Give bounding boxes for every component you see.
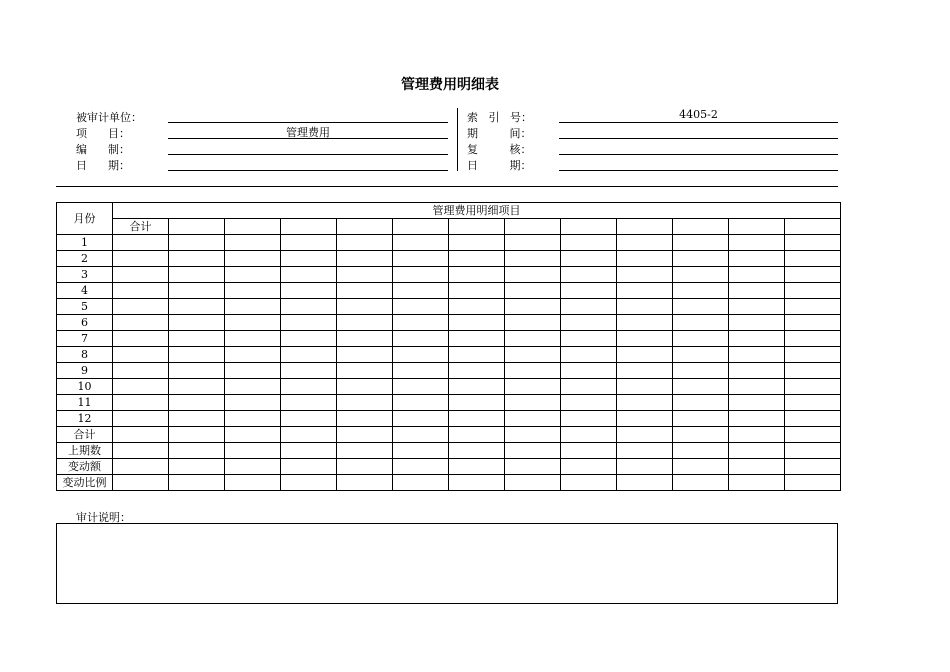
table-cell[interactable] [337, 395, 393, 411]
table-cell[interactable] [505, 475, 561, 491]
table-cell[interactable] [449, 379, 505, 395]
table-cell[interactable] [393, 379, 449, 395]
table-cell[interactable] [617, 283, 673, 299]
table-row [57, 459, 841, 475]
table-cell[interactable] [561, 283, 617, 299]
table-cell[interactable] [225, 379, 281, 395]
table-row [57, 443, 841, 459]
table-cell[interactable] [729, 427, 785, 443]
table-cell[interactable] [337, 283, 393, 299]
table-cell[interactable] [337, 235, 393, 251]
table-cell[interactable] [281, 459, 337, 475]
table-cell[interactable] [169, 475, 225, 491]
table-cell[interactable] [617, 315, 673, 331]
table-cell[interactable] [561, 459, 617, 475]
table-cell[interactable] [785, 299, 841, 315]
table-cell[interactable] [225, 235, 281, 251]
table-cell[interactable] [505, 331, 561, 347]
detail-item-header-cell[interactable] [449, 219, 505, 235]
table-cell[interactable] [505, 427, 561, 443]
table-cell[interactable] [169, 267, 225, 283]
table-cell[interactable] [729, 395, 785, 411]
table-cell[interactable] [393, 315, 449, 331]
table-cell[interactable] [169, 411, 225, 427]
table-cell[interactable] [281, 363, 337, 379]
header-divider [457, 108, 458, 171]
date-label-left: 日 期： [76, 159, 130, 172]
table-cell[interactable] [393, 395, 449, 411]
table-cell[interactable] [785, 459, 841, 475]
table-cell[interactable] [169, 459, 225, 475]
table-cell[interactable] [169, 251, 225, 267]
table-cell[interactable] [729, 411, 785, 427]
table-row [57, 379, 841, 395]
table-cell[interactable] [785, 427, 841, 443]
table-cell[interactable] [337, 363, 393, 379]
table-cell[interactable] [449, 363, 505, 379]
table-cell[interactable] [225, 283, 281, 299]
table-cell[interactable] [785, 251, 841, 267]
table-cell[interactable] [673, 315, 729, 331]
table-cell[interactable] [281, 283, 337, 299]
table-cell[interactable] [169, 235, 225, 251]
reviewer-label: 复 核： [467, 143, 532, 156]
table-cell[interactable] [281, 299, 337, 315]
table-cell[interactable] [617, 363, 673, 379]
table-cell[interactable] [561, 379, 617, 395]
table-cell[interactable] [505, 267, 561, 283]
table-cell[interactable] [673, 251, 729, 267]
table-cell[interactable] [281, 251, 337, 267]
item-label: 项 目： [76, 127, 130, 140]
table-cell[interactable] [337, 459, 393, 475]
table-cell[interactable] [169, 379, 225, 395]
table-cell[interactable] [225, 347, 281, 363]
index-underline [559, 122, 838, 123]
audit-note-box[interactable] [56, 523, 838, 604]
row-label: 变动额 [57, 459, 113, 475]
table-cell[interactable] [673, 427, 729, 443]
table-cell[interactable] [729, 347, 785, 363]
table-cell[interactable] [393, 235, 449, 251]
table-cell[interactable] [505, 459, 561, 475]
table-cell[interactable] [281, 475, 337, 491]
table-cell[interactable] [561, 331, 617, 347]
table-row [57, 251, 841, 267]
expense-detail-table [56, 202, 841, 491]
table-cell[interactable] [337, 379, 393, 395]
table-row [57, 299, 841, 315]
table-cell[interactable] [337, 331, 393, 347]
table-cell[interactable] [729, 299, 785, 315]
table-cell[interactable] [281, 411, 337, 427]
detail-item-header-cell[interactable] [169, 219, 225, 235]
table-cell[interactable] [225, 331, 281, 347]
row-label: 8 [57, 347, 113, 363]
table-row [57, 475, 841, 491]
table-cell[interactable] [561, 251, 617, 267]
table-cell[interactable] [561, 443, 617, 459]
table-cell[interactable] [393, 267, 449, 283]
period-label: 期 间： [467, 127, 532, 140]
table-cell[interactable] [561, 363, 617, 379]
table-cell[interactable] [225, 395, 281, 411]
table-cell[interactable] [617, 459, 673, 475]
table-cell[interactable] [113, 459, 169, 475]
table-cell[interactable] [393, 363, 449, 379]
table-row [57, 363, 841, 379]
table-cell[interactable] [561, 267, 617, 283]
table-cell[interactable] [337, 427, 393, 443]
table-cell[interactable] [729, 315, 785, 331]
detail-item-header-cell[interactable] [505, 219, 561, 235]
table-cell[interactable] [449, 395, 505, 411]
table-cell[interactable] [449, 251, 505, 267]
table-cell[interactable] [169, 283, 225, 299]
table-cell[interactable] [785, 283, 841, 299]
table-cell[interactable] [785, 235, 841, 251]
row-label: 6 [57, 315, 113, 331]
table-cell[interactable] [337, 443, 393, 459]
table-cell[interactable] [449, 283, 505, 299]
detail-item-header-cell[interactable] [393, 219, 449, 235]
index-field[interactable]: 4405-2 [679, 108, 718, 121]
table-cell[interactable] [785, 379, 841, 395]
table-header-row [57, 203, 841, 219]
table-cell[interactable] [225, 299, 281, 315]
table-cell[interactable] [113, 347, 169, 363]
table-cell[interactable] [505, 363, 561, 379]
table-cell[interactable] [673, 395, 729, 411]
table-cell[interactable] [505, 347, 561, 363]
table-cell[interactable] [617, 411, 673, 427]
table-cell[interactable] [113, 331, 169, 347]
table-cell[interactable] [169, 395, 225, 411]
table-cell[interactable] [449, 475, 505, 491]
detail-item-header-cell[interactable] [785, 219, 841, 235]
table-cell[interactable] [505, 315, 561, 331]
table-cell[interactable] [337, 411, 393, 427]
table-cell[interactable] [673, 283, 729, 299]
table-cell[interactable] [281, 395, 337, 411]
table-cell[interactable] [113, 315, 169, 331]
table-cell[interactable] [785, 411, 841, 427]
table-cell[interactable] [449, 443, 505, 459]
table-cell[interactable] [225, 363, 281, 379]
table-cell[interactable] [617, 395, 673, 411]
table-cell[interactable] [617, 299, 673, 315]
date-underline-left [168, 170, 448, 171]
table-cell[interactable] [169, 363, 225, 379]
table-cell[interactable] [113, 475, 169, 491]
table-cell[interactable] [673, 411, 729, 427]
index-label: 索 引 号： [467, 111, 532, 124]
table-cell[interactable] [337, 267, 393, 283]
date-underline-right [559, 170, 838, 171]
table-cell[interactable] [449, 427, 505, 443]
detail-item-header-cell[interactable] [729, 219, 785, 235]
table-row [57, 427, 841, 443]
detail-items-header: 管理费用明细项目 [113, 203, 841, 219]
table-row [57, 283, 841, 299]
table-cell[interactable] [113, 411, 169, 427]
table-cell[interactable] [785, 347, 841, 363]
table-cell[interactable] [617, 267, 673, 283]
table-cell[interactable] [673, 379, 729, 395]
table-cell[interactable] [561, 347, 617, 363]
detail-item-header-cell[interactable] [617, 219, 673, 235]
detail-item-header-cell[interactable] [225, 219, 281, 235]
table-cell[interactable] [393, 347, 449, 363]
table-cell[interactable] [225, 251, 281, 267]
table-cell[interactable] [281, 443, 337, 459]
table-cell[interactable] [505, 411, 561, 427]
table-cell[interactable] [729, 379, 785, 395]
table-cell[interactable] [617, 379, 673, 395]
table-row [57, 315, 841, 331]
table-cell[interactable] [505, 235, 561, 251]
table-cell[interactable] [169, 443, 225, 459]
table-cell[interactable] [505, 443, 561, 459]
table-cell[interactable] [729, 283, 785, 299]
row-label: 7 [57, 331, 113, 347]
preparer-label: 编 制： [76, 143, 130, 156]
row-label: 5 [57, 299, 113, 315]
period-underline [559, 138, 838, 139]
table-cell[interactable] [785, 475, 841, 491]
page-title: 管理费用明细表 [401, 77, 499, 93]
table-cell[interactable] [673, 363, 729, 379]
table-cell[interactable] [561, 475, 617, 491]
table-cell[interactable] [617, 251, 673, 267]
table-cell[interactable] [113, 427, 169, 443]
row-label: 12 [57, 411, 113, 427]
table-cell[interactable] [785, 443, 841, 459]
detail-item-header-cell[interactable] [673, 219, 729, 235]
table-cell[interactable] [561, 427, 617, 443]
table-cell[interactable] [169, 331, 225, 347]
row-label: 变动比例 [57, 475, 113, 491]
table-cell[interactable] [673, 299, 729, 315]
total-column-header: 合计 [113, 219, 169, 235]
table-subheader-row [57, 219, 841, 235]
table-cell[interactable] [113, 379, 169, 395]
auditee-underline [168, 122, 448, 123]
table-cell[interactable] [729, 251, 785, 267]
table-cell[interactable] [673, 443, 729, 459]
header-separator [56, 186, 838, 187]
table-cell[interactable] [281, 267, 337, 283]
table-cell[interactable] [393, 475, 449, 491]
table-cell[interactable] [673, 267, 729, 283]
table-cell[interactable] [393, 283, 449, 299]
row-label: 4 [57, 283, 113, 299]
row-label: 3 [57, 267, 113, 283]
table-cell[interactable] [729, 363, 785, 379]
table-cell[interactable] [505, 283, 561, 299]
table-cell[interactable] [169, 299, 225, 315]
table-cell[interactable] [169, 427, 225, 443]
date-label-right: 日 期： [467, 159, 532, 172]
table-cell[interactable] [785, 395, 841, 411]
table-row [57, 235, 841, 251]
table-cell[interactable] [729, 475, 785, 491]
table-cell[interactable] [225, 411, 281, 427]
table-cell[interactable] [337, 347, 393, 363]
table-cell[interactable] [505, 395, 561, 411]
table-cell[interactable] [561, 235, 617, 251]
table-cell[interactable] [281, 347, 337, 363]
table-cell[interactable] [393, 411, 449, 427]
table-cell[interactable] [393, 443, 449, 459]
table-cell[interactable] [113, 235, 169, 251]
table-cell[interactable] [113, 251, 169, 267]
table-cell[interactable] [393, 459, 449, 475]
reviewer-underline [559, 154, 838, 155]
table-cell[interactable] [169, 315, 225, 331]
table-cell[interactable] [505, 299, 561, 315]
table-cell[interactable] [225, 443, 281, 459]
table-cell[interactable] [113, 443, 169, 459]
table-row [57, 411, 841, 427]
audit-note-label: 审计说明： [76, 511, 131, 524]
table-cell[interactable] [785, 315, 841, 331]
detail-item-header-cell[interactable] [337, 219, 393, 235]
table-cell[interactable] [561, 299, 617, 315]
row-label: 1 [57, 235, 113, 251]
table-cell[interactable] [113, 283, 169, 299]
row-label: 上期数 [57, 443, 113, 459]
table-cell[interactable] [113, 299, 169, 315]
table-cell[interactable] [617, 347, 673, 363]
table-row [57, 267, 841, 283]
table-cell[interactable] [729, 267, 785, 283]
preparer-underline [168, 154, 448, 155]
table-cell[interactable] [225, 475, 281, 491]
table-cell[interactable] [617, 427, 673, 443]
table-cell[interactable] [449, 331, 505, 347]
table-cell[interactable] [337, 251, 393, 267]
table-cell[interactable] [785, 363, 841, 379]
table-cell[interactable] [113, 267, 169, 283]
table-cell[interactable] [729, 235, 785, 251]
table-cell[interactable] [225, 459, 281, 475]
table-cell[interactable] [225, 267, 281, 283]
table-cell[interactable] [617, 235, 673, 251]
table-cell[interactable] [561, 395, 617, 411]
detail-item-header-cell[interactable] [281, 219, 337, 235]
table-cell[interactable] [729, 443, 785, 459]
table-cell[interactable] [281, 379, 337, 395]
detail-item-header-cell[interactable] [561, 219, 617, 235]
table-cell[interactable] [617, 443, 673, 459]
table-cell[interactable] [337, 475, 393, 491]
table-row [57, 331, 841, 347]
table-cell[interactable] [281, 427, 337, 443]
table-cell[interactable] [449, 347, 505, 363]
table-cell[interactable] [449, 235, 505, 251]
table-cell[interactable] [617, 475, 673, 491]
row-label: 11 [57, 395, 113, 411]
table-cell[interactable] [449, 411, 505, 427]
row-label: 2 [57, 251, 113, 267]
table-cell[interactable] [505, 251, 561, 267]
table-cell[interactable] [561, 315, 617, 331]
item-field[interactable]: 管理费用 [286, 126, 330, 139]
table-cell[interactable] [281, 315, 337, 331]
table-cell[interactable] [561, 411, 617, 427]
table-cell[interactable] [449, 459, 505, 475]
row-label: 9 [57, 363, 113, 379]
table-cell[interactable] [449, 299, 505, 315]
table-cell[interactable] [785, 331, 841, 347]
table-cell[interactable] [393, 251, 449, 267]
table-row [57, 395, 841, 411]
table-cell[interactable] [169, 347, 225, 363]
table-cell[interactable] [393, 299, 449, 315]
month-header: 月份 [57, 203, 113, 235]
table-row [57, 347, 841, 363]
table-cell[interactable] [393, 427, 449, 443]
table-cell[interactable] [113, 395, 169, 411]
table-cell[interactable] [673, 347, 729, 363]
table-cell[interactable] [617, 331, 673, 347]
table-cell[interactable] [393, 331, 449, 347]
table-cell[interactable] [281, 235, 337, 251]
auditee-label: 被审计单位： [76, 111, 142, 124]
table-cell[interactable] [729, 459, 785, 475]
row-label: 合计 [57, 427, 113, 443]
table-cell[interactable] [281, 331, 337, 347]
table-cell[interactable] [729, 331, 785, 347]
table-cell[interactable] [785, 267, 841, 283]
table-cell[interactable] [225, 427, 281, 443]
table-cell[interactable] [673, 459, 729, 475]
table-cell[interactable] [337, 315, 393, 331]
table-cell[interactable] [673, 331, 729, 347]
table-cell[interactable] [113, 363, 169, 379]
table-cell[interactable] [449, 267, 505, 283]
table-cell[interactable] [337, 299, 393, 315]
table-cell[interactable] [225, 315, 281, 331]
table-cell[interactable] [449, 315, 505, 331]
table-cell[interactable] [505, 379, 561, 395]
table-cell[interactable] [673, 235, 729, 251]
row-label: 10 [57, 379, 113, 395]
table-cell[interactable] [673, 475, 729, 491]
